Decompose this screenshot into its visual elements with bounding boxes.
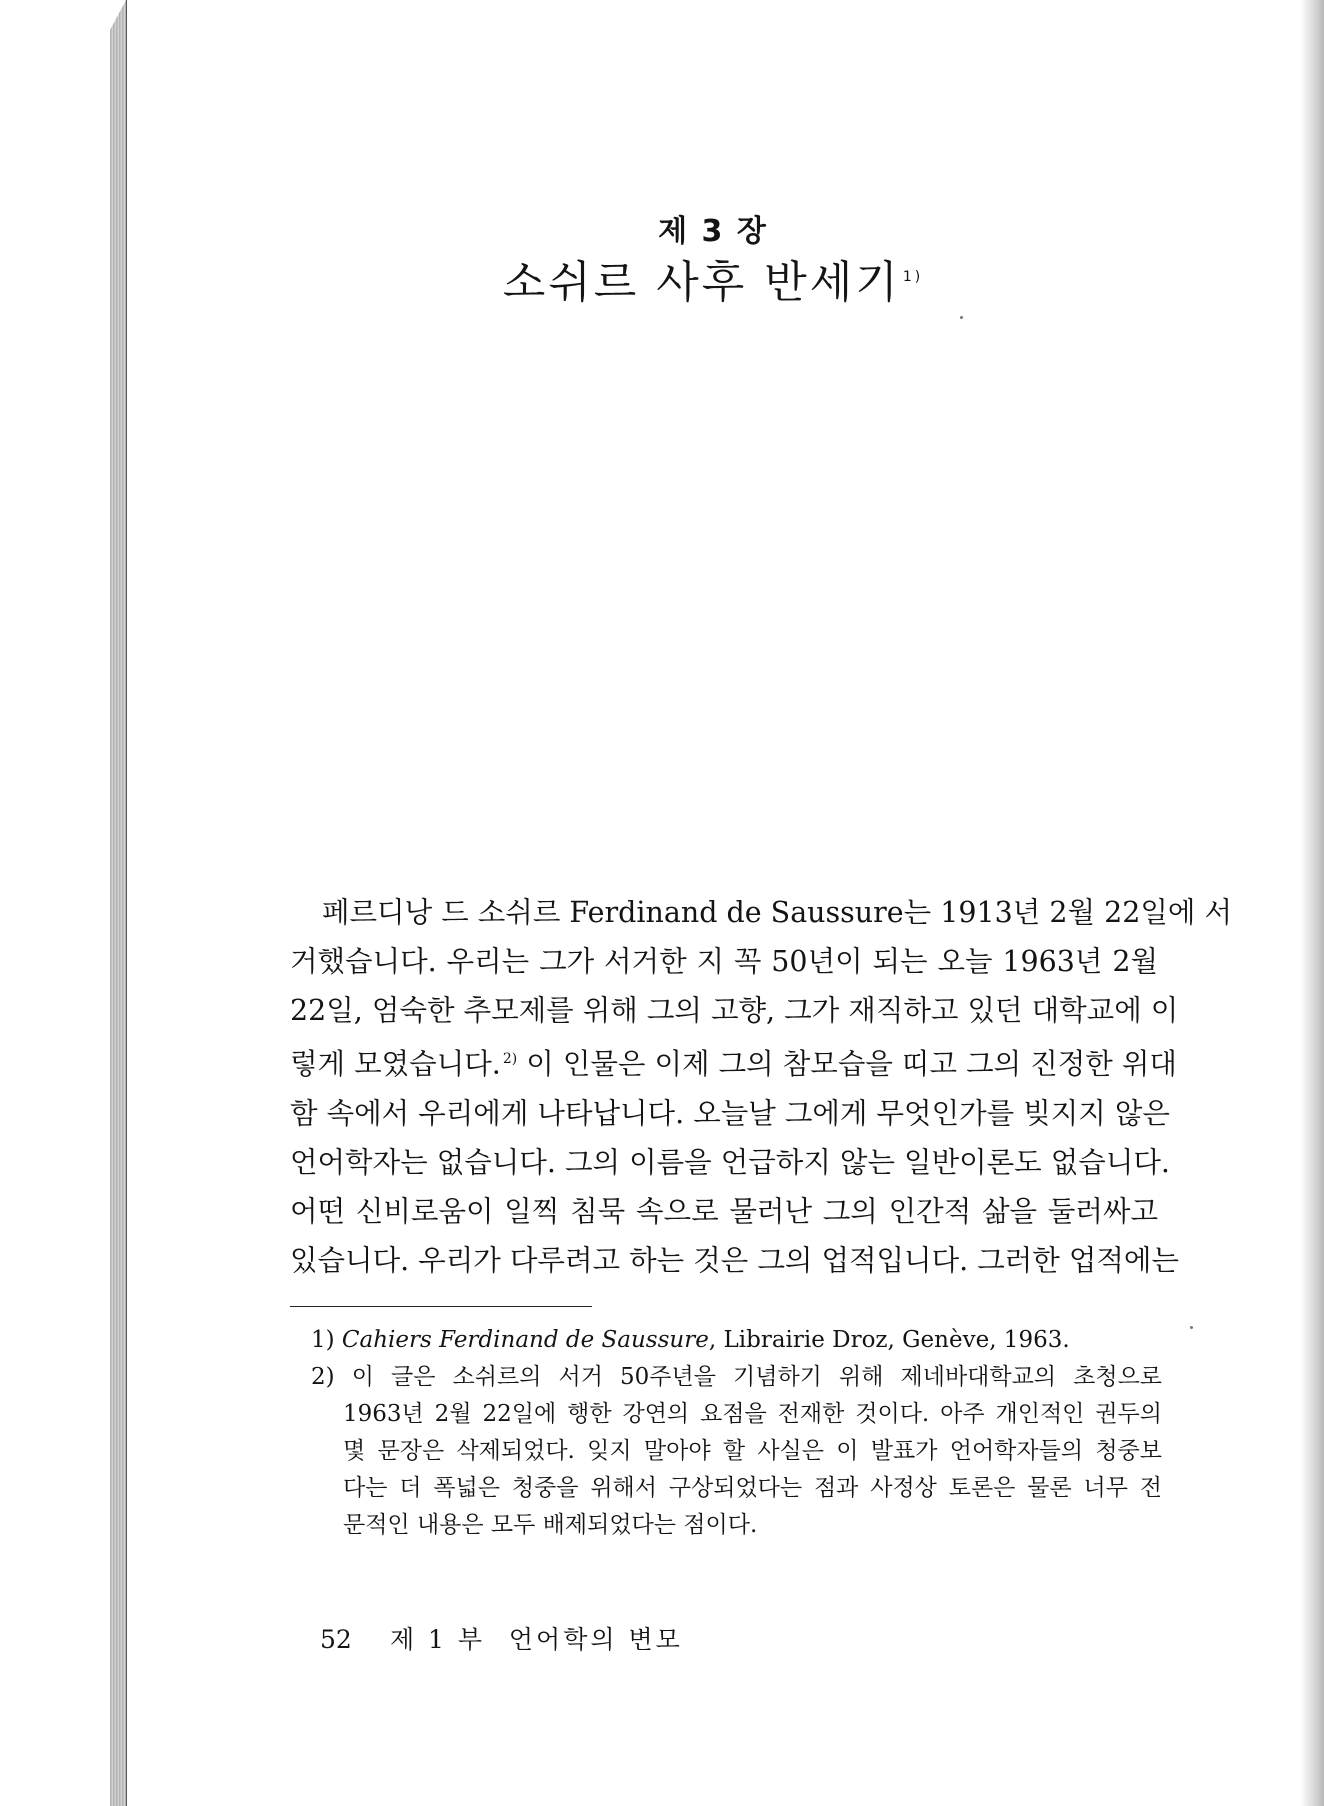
- footnote-line: [311, 1359, 1162, 1396]
- footnote-line: 1963년 2월 22일에 행한 강연의 요점을 전재한 것이다. 아주 개인적인 권두의: [343, 1401, 1162, 1427]
- body-paragraph: [290, 888, 1232, 1285]
- chapter-number: 제 3 장: [658, 214, 768, 249]
- part-title: 언어학의 변모: [508, 1625, 683, 1654]
- scan-speck: [960, 316, 963, 319]
- footnote-citation: , Librairie Droz, Genève, 1963.: [708, 1327, 1070, 1353]
- chapter-title-text: 소쉬르 사후 반세기: [502, 257, 901, 308]
- page-number: 52: [320, 1625, 352, 1654]
- scan-speck: [1190, 1326, 1193, 1329]
- footnote-ref-1: 1): [902, 269, 924, 286]
- body-line: 있습니다. 우리가 다루려고 하는 것은 그의 업적입니다. 그러한 업적에는: [290, 1243, 1179, 1277]
- footnotes: [311, 1322, 1162, 1544]
- body-line-with-note: [290, 1035, 1177, 1089]
- body-line: 어떤 신비로움이 일찍 침묵 속으로 물러난 그의 인간적 삶을 둘러싸고: [290, 1194, 1158, 1228]
- footnote-ref-2: 2): [502, 1051, 518, 1067]
- part-number: 제 1 부: [389, 1625, 486, 1654]
- body-line: 거했습니다. 우리는 그가 서거한 지 꼭 50년이 되는 오늘 1963년 2월: [290, 945, 1158, 978]
- footnote-book-title: Cahiers Ferdinand de Saussure: [341, 1327, 709, 1353]
- footnote-marker: 1): [311, 1327, 335, 1353]
- body-line: 22일, 엄숙한 추모제를 위해 그의 고향, 그가 재직하고 있던 대학교에 이: [290, 994, 1179, 1027]
- running-footer: [320, 1620, 683, 1656]
- body-line-part: 렇게 모였습니다.: [290, 1047, 501, 1081]
- footnote-text: 이 글은 소쉬르의 서거 50주년을 기념하기 위해 제네바대학교의 초청으로: [351, 1364, 1163, 1390]
- footnote-2: [311, 1359, 1162, 1544]
- body-line: 언어학자는 없습니다. 그의 이름을 언급하지 않는 일반이론도 없습니다.: [290, 1145, 1170, 1179]
- footnote-1: [311, 1322, 1162, 1359]
- body-line: 함 속에서 우리에게 나타납니다. 오늘날 그에게 무엇인가를 빚지지 않은: [290, 1096, 1170, 1130]
- footnote-divider: [290, 1306, 592, 1307]
- footnote-marker: 2): [311, 1364, 335, 1390]
- body-line: 페르디낭 드 소쉬르 Ferdinand de Saussure는 1913년 2월 22일에 서: [322, 896, 1232, 929]
- footnote-line: 몇 문장은 삭제되었다. 잊지 말아야 할 사실은 이 발표가 언어학자들의 청중보: [343, 1438, 1162, 1464]
- footnote-line: 다는 더 폭넓은 청중을 위해서 구상되었다는 점과 사정상 토론은 물론 너무 전: [343, 1475, 1162, 1501]
- footnote-line: [311, 1322, 1162, 1359]
- chapter-title: [126, 246, 1300, 310]
- footnote-line: 문적인 내용은 모두 배제되었다는 점이다.: [343, 1512, 758, 1538]
- page-corner: [110, 0, 126, 30]
- page-stack-edge: [110, 0, 126, 1806]
- page-shadow: [1300, 0, 1324, 1806]
- body-line-part: 이 인물은 이제 그의 참모습을 띠고 그의 진정한 위대: [526, 1047, 1177, 1081]
